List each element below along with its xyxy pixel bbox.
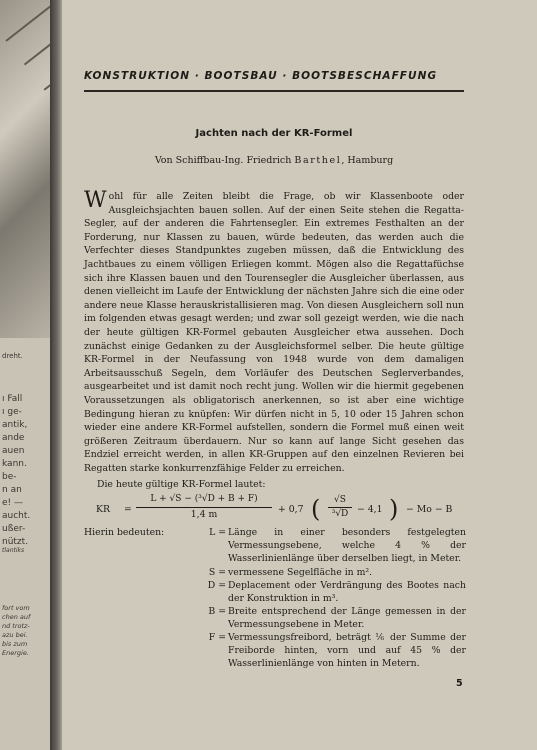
definition-symbol: S = xyxy=(208,567,226,578)
definition-text: Deplacement oder Verdrängung des Bootes nach der Konstruktion in m³. xyxy=(228,580,466,605)
fraction-bar xyxy=(136,507,272,508)
formula-inner-numerator: √S xyxy=(334,495,346,505)
inner-fraction-bar xyxy=(328,507,352,508)
left-note-line: azu bei. xyxy=(2,631,28,639)
formula-numerator: L + √S − (³√D + B + F) xyxy=(150,494,258,504)
formula-equals: = xyxy=(124,504,132,515)
kr-formula xyxy=(84,494,464,524)
definition-text: Länge in einer besonders festgelegten Vermessungsebene, welche 4 % der Wasserlinienlänge über derselben liegt, in Meter. xyxy=(228,527,466,565)
left-page-line: be- xyxy=(2,472,17,482)
definition-symbol: B = xyxy=(208,606,226,617)
definition-item xyxy=(198,526,466,566)
formula-minus-term: − 4,1 xyxy=(357,504,383,515)
left-page-line: n an xyxy=(2,485,22,495)
definition-symbol: D = xyxy=(207,580,226,591)
formula-inner-denominator: ³√D xyxy=(331,509,349,519)
formula-right-paren: ) xyxy=(389,495,399,523)
right-page xyxy=(62,0,537,750)
definition-text: Vermessungsfreibord, beträgt ⅙ der Summe der Freiborde hinten, vorn und auf 45 % der Wasserlinienlänge von hinten in Metern. xyxy=(228,632,466,670)
author-name: Barthel xyxy=(294,155,342,166)
formula-tail: − Mo − B xyxy=(406,504,453,515)
left-note-line: chen auf xyxy=(2,613,31,621)
byline-prefix: Von Schiffbau-Ing. Friedrich xyxy=(154,155,295,166)
left-page-line: nützt. xyxy=(2,537,29,547)
header-rule xyxy=(84,90,464,92)
left-page-line: ı Fall xyxy=(2,394,23,404)
definition-symbol: L = xyxy=(209,527,226,538)
definitions-intro: Hierin bedeuten: xyxy=(84,527,165,538)
book-gutter xyxy=(50,0,62,750)
formula-left-paren: ( xyxy=(311,495,321,523)
left-page-line: e! — xyxy=(2,498,24,508)
byline-suffix: , Hamburg xyxy=(341,155,394,166)
article-title: Jachten nach der KR-Formel xyxy=(195,128,353,139)
left-page-caption: dreht. xyxy=(2,352,23,360)
formula-denominator: 1,4 m xyxy=(190,509,218,520)
page-number: 5 xyxy=(456,678,463,689)
left-page-line: ı ge- xyxy=(2,407,22,417)
definition-text: vermessene Segelfläche in m². xyxy=(228,567,373,578)
left-page-photo xyxy=(0,0,50,338)
definition-item xyxy=(198,566,466,579)
formula-lhs: KR xyxy=(96,504,110,515)
body-text: ohl für alle Zeiten bleibt die Frage, ob wir Klassenboote oder Ausgleichsjachten bauen sollen. Auf der einen Seite stehen die Regatta-Segler, auf der anderen die Fahrtensegler. Ein extremes Festhalten an der Forderung, nur Klassen zu bauen, würde bedeuten, das werden auch die Verfechter dieses Standpunktes zugeben müssen, daß die Entwicklung des Jachtbaues zu einem völligen Erliegen kommt. Mögen also die Regattafüchse sich ihre Klassen bauen und den Tourensegler die Ausgleicher überlassen, aus denen vielleicht im Laufe der Entwicklung der nächsten Jahre sich die eine oder andere neue Klasse herauskristallisieren mag. Von diesen Ausgleichern soll nun im folgenden etwas gesagt werden; und zwar soll gezeigt werden, wie die nach der heute gültigen KR-Formel gebauten Ausgleicher etwa aussehen. Doch zunächst einige Gedanken zu der Ausgleichsformel selber. Die heute gültige KR-Formel in der Neufassung von 1948 wurde von dem damaligen Arbeitsausschuß Segeln, dem Vorläufer des Deutschen Seglerverbandes, ausgearbeitet und ist damit noch recht jung. Wollen wir die hiermit gegebenen Voraussetzungen als obligatorisch anerkennen, so ist aber eine wichtige Bedingung hieran zu knüpfen: Wir dürfen nicht in 5, 10 oder 15 Jahren schon wieder eine andere KR-Formel aufstellen, sondern die Formel muß einen weit größeren Zeitraum überdauern. Nur so kann auf lange Sicht gesehen das Endziel erreicht werden, in allen KR-Gruppen auf den einzelnen Revieren bei Regatten starke konkurrenzfähige Felder zu erreichen. xyxy=(84,191,464,474)
definition-text: Breite entsprechend der Länge gemessen in der Vermessungsebene in Meter. xyxy=(228,606,466,631)
definition-item xyxy=(198,605,466,631)
left-page-body xyxy=(2,393,30,549)
definition-item xyxy=(198,631,466,671)
formula-intro: Die heute gültige KR-Formel lautet: xyxy=(97,479,266,490)
left-page-line: ande xyxy=(2,433,25,443)
left-page-line: kann. xyxy=(2,459,27,469)
left-note-line: nd trotz- xyxy=(2,622,30,630)
left-page-line: auen xyxy=(2,446,25,456)
left-page-tag: tlantiks xyxy=(2,547,25,554)
running-head: KONSTRUKTION · BOOTSBAU · BOOTSBESCHAFFUNG xyxy=(84,70,438,82)
left-page-line: antik, xyxy=(2,420,28,430)
left-page-line: aucht. xyxy=(2,511,31,521)
left-note-line: fort vom xyxy=(2,604,30,612)
left-page-note xyxy=(2,604,30,658)
formula-plus-term: + 0,7 xyxy=(278,504,304,515)
article-byline xyxy=(84,155,464,166)
left-note-line: Energie. xyxy=(2,649,29,657)
definition-symbol: F = xyxy=(208,632,226,643)
left-page-line: ußer- xyxy=(2,524,26,534)
article-body xyxy=(84,190,464,475)
definition-item xyxy=(198,579,466,605)
left-note-line: bis zum xyxy=(2,640,28,648)
drop-cap: W xyxy=(84,188,107,213)
